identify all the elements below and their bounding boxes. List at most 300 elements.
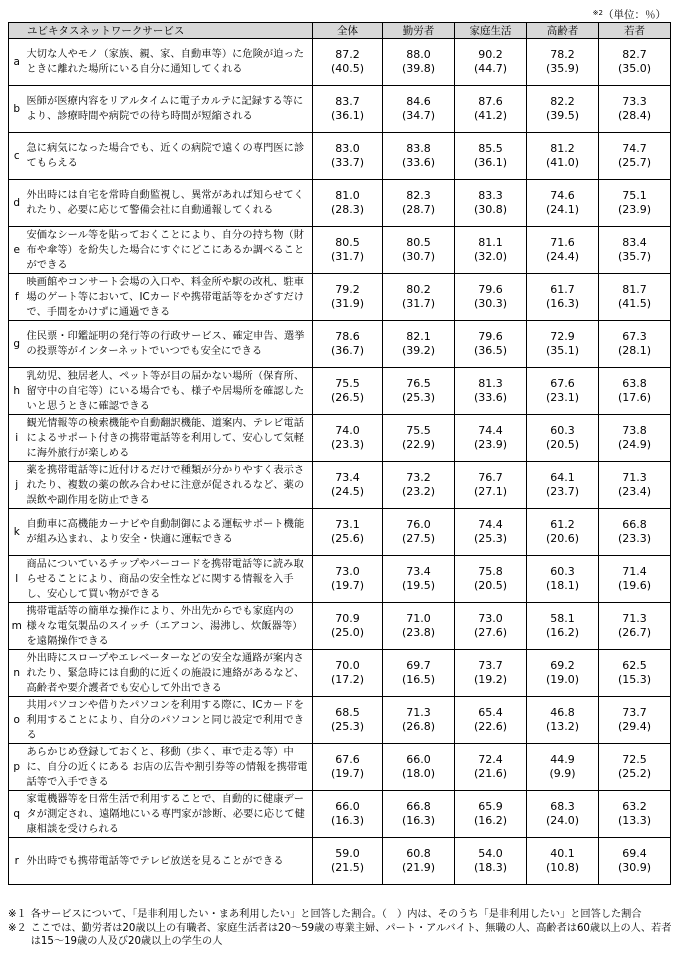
strong-percent-value: (39.5) — [545, 109, 580, 122]
strong-percent-value: (24.1) — [545, 203, 580, 216]
strong-percent-value: (25.3) — [401, 391, 436, 404]
value-cell-home — [455, 227, 527, 274]
row-letter: c — [9, 133, 25, 180]
percent-value: 68.5 — [335, 706, 360, 719]
strong-percent-value: (24.9) — [617, 438, 652, 451]
table-row — [9, 86, 671, 133]
percent-value: 82.3 — [406, 189, 431, 202]
header-elderly: 高齢者 — [527, 23, 599, 39]
strong-percent-value: (19.7) — [330, 767, 365, 780]
table-row — [9, 603, 671, 650]
strong-percent-value: (26.8) — [401, 720, 436, 733]
strong-percent-value: (33.7) — [330, 156, 365, 169]
row-letter: h — [9, 368, 25, 415]
table-row — [9, 509, 671, 556]
strong-percent-value: (32.0) — [473, 250, 508, 263]
value-cell-home — [455, 697, 527, 744]
percent-value: 73.3 — [622, 95, 647, 108]
percent-value: 80.5 — [406, 236, 431, 249]
value-cell-worker — [383, 321, 455, 368]
row-letter: m — [9, 603, 25, 650]
strong-percent-value: (30.9) — [617, 861, 652, 874]
percent-value: 82.1 — [406, 330, 431, 343]
strong-percent-value: (27.6) — [473, 626, 508, 639]
percent-value: 69.7 — [406, 659, 431, 672]
table-row — [9, 838, 671, 885]
strong-percent-value: (35.0) — [617, 62, 652, 75]
strong-percent-value: (25.7) — [617, 156, 652, 169]
service-description: 自動車に高機能カーナビや自動制御による運転サポート機能が組み込まれ、より安全・快適に運転できる — [25, 509, 313, 556]
value-cell-all — [313, 556, 383, 603]
percent-value: 73.1 — [335, 518, 360, 531]
strong-percent-value: (39.8) — [401, 62, 436, 75]
value-cell-elderly — [527, 744, 599, 791]
value-cell-home — [455, 603, 527, 650]
percent-value: 60.3 — [550, 424, 575, 437]
percent-value: 69.4 — [622, 847, 647, 860]
strong-percent-value: (18.0) — [401, 767, 436, 780]
value-cell-elderly — [527, 321, 599, 368]
table-row — [9, 650, 671, 697]
value-cell-all — [313, 321, 383, 368]
table-row — [9, 556, 671, 603]
percent-value: 67.6 — [550, 377, 575, 390]
value-cell-home — [455, 650, 527, 697]
value-cell-worker — [383, 86, 455, 133]
value-cell-elderly — [527, 650, 599, 697]
strong-percent-value: (18.3) — [473, 861, 508, 874]
value-cell-worker — [383, 39, 455, 86]
percent-value: 73.4 — [335, 471, 360, 484]
strong-percent-value: (24.5) — [330, 485, 365, 498]
percent-value: 73.8 — [622, 424, 647, 437]
strong-percent-value: (40.5) — [330, 62, 365, 75]
strong-percent-value: (35.9) — [545, 62, 580, 75]
value-cell-elderly — [527, 791, 599, 838]
strong-percent-value: (44.7) — [473, 62, 508, 75]
percent-value: 73.0 — [478, 612, 503, 625]
service-description: 医師が医療内容をリアルタイムに電子カルテに記録する等により、診療時間や病院での待ち時間が短縮される — [25, 86, 313, 133]
table-row — [9, 791, 671, 838]
percent-value: 73.4 — [406, 565, 431, 578]
row-letter: e — [9, 227, 25, 274]
value-cell-young — [599, 556, 671, 603]
strong-percent-value: (28.7) — [401, 203, 436, 216]
strong-percent-value: (25.6) — [330, 532, 365, 545]
table-row — [9, 415, 671, 462]
strong-percent-value: (19.0) — [545, 673, 580, 686]
header-row — [9, 23, 671, 39]
strong-percent-value: (36.5) — [473, 344, 508, 357]
row-letter: a — [9, 39, 25, 86]
value-cell-elderly — [527, 415, 599, 462]
footnote-2 — [8, 922, 672, 949]
unit-note-mark: ※2 — [592, 9, 603, 17]
value-cell-young — [599, 39, 671, 86]
value-cell-worker — [383, 415, 455, 462]
strong-percent-value: (23.4) — [617, 485, 652, 498]
value-cell-elderly — [527, 180, 599, 227]
percent-value: 70.0 — [335, 659, 360, 672]
value-cell-home — [455, 321, 527, 368]
header-young: 若者 — [599, 23, 671, 39]
percent-value: 54.0 — [478, 847, 503, 860]
service-description: 家電機器等を日常生活で利用することで、自動的に健康データが測定され、遠隔地にいる専門家が診断、必要に応じて健康相談を受けられる — [25, 791, 313, 838]
service-description: 共用パソコンや借りたパソコンを利用する際に、ICカードを利用することにより、自分のパソコンと同じ設定で利用できる — [25, 697, 313, 744]
strong-percent-value: (23.3) — [330, 438, 365, 451]
value-cell-young — [599, 791, 671, 838]
strong-percent-value: (16.3) — [401, 814, 436, 827]
strong-percent-value: (23.9) — [617, 203, 652, 216]
strong-percent-value: (31.7) — [330, 250, 365, 263]
value-cell-young — [599, 180, 671, 227]
value-cell-all — [313, 509, 383, 556]
strong-percent-value: (41.2) — [473, 109, 508, 122]
percent-value: 81.7 — [622, 283, 647, 296]
value-cell-young — [599, 603, 671, 650]
percent-value: 88.0 — [406, 48, 431, 61]
value-cell-elderly — [527, 86, 599, 133]
unit-note — [593, 7, 666, 22]
value-cell-elderly — [527, 39, 599, 86]
value-cell-young — [599, 509, 671, 556]
strong-percent-value: (28.4) — [617, 109, 652, 122]
percent-value: 71.4 — [622, 565, 647, 578]
percent-value: 72.5 — [622, 753, 647, 766]
value-cell-elderly — [527, 838, 599, 885]
percent-value: 67.3 — [622, 330, 647, 343]
row-letter: n — [9, 650, 25, 697]
value-cell-worker — [383, 180, 455, 227]
service-description: 外出時でも携帯電話等でテレビ放送を見ることができる — [25, 838, 313, 885]
percent-value: 74.7 — [622, 142, 647, 155]
percent-value: 83.7 — [335, 95, 360, 108]
value-cell-young — [599, 462, 671, 509]
value-cell-elderly — [527, 133, 599, 180]
value-cell-home — [455, 415, 527, 462]
row-letter: o — [9, 697, 25, 744]
service-description: 外出時には自宅を常時自動監視し、異常があれば知らせてくれたり、必要に応じて警備会社に自動通報してくれる — [25, 180, 313, 227]
percent-value: 71.6 — [550, 236, 575, 249]
table-body — [9, 39, 671, 885]
value-cell-elderly — [527, 509, 599, 556]
header-home: 家庭生活 — [455, 23, 527, 39]
percent-value: 75.1 — [622, 189, 647, 202]
strong-percent-value: (41.5) — [617, 297, 652, 310]
table-row — [9, 133, 671, 180]
value-cell-home — [455, 556, 527, 603]
value-cell-worker — [383, 650, 455, 697]
strong-percent-value: (18.1) — [545, 579, 580, 592]
percent-value: 69.2 — [550, 659, 575, 672]
percent-value: 60.8 — [406, 847, 431, 860]
strong-percent-value: (23.3) — [617, 532, 652, 545]
strong-percent-value: (19.2) — [473, 673, 508, 686]
row-letter: b — [9, 86, 25, 133]
strong-percent-value: (21.5) — [330, 861, 365, 874]
percent-value: 72.4 — [478, 753, 503, 766]
value-cell-young — [599, 321, 671, 368]
percent-value: 78.6 — [335, 330, 360, 343]
strong-percent-value: (22.6) — [473, 720, 508, 733]
percent-value: 62.5 — [622, 659, 647, 672]
percent-value: 44.9 — [550, 753, 575, 766]
strong-percent-value: (23.8) — [401, 626, 436, 639]
value-cell-young — [599, 744, 671, 791]
value-cell-home — [455, 39, 527, 86]
value-cell-elderly — [527, 274, 599, 321]
strong-percent-value: (17.6) — [617, 391, 652, 404]
value-cell-elderly — [527, 603, 599, 650]
strong-percent-value: (31.7) — [401, 297, 436, 310]
strong-percent-value: (34.7) — [401, 109, 436, 122]
percent-value: 46.8 — [550, 706, 575, 719]
value-cell-worker — [383, 368, 455, 415]
strong-percent-value: (24.4) — [545, 250, 580, 263]
footnotes — [8, 908, 672, 949]
header-service: ユビキタスネットワークサービス — [9, 23, 313, 39]
percent-value: 80.5 — [335, 236, 360, 249]
percent-value: 75.5 — [335, 377, 360, 390]
strong-percent-value: (25.3) — [473, 532, 508, 545]
value-cell-worker — [383, 603, 455, 650]
percent-value: 82.2 — [550, 95, 575, 108]
percent-value: 40.1 — [550, 847, 575, 860]
strong-percent-value: (30.8) — [473, 203, 508, 216]
service-description: 商品についているチップやバーコードを携帯電話等に読み取らせることにより、商品の安全性などに関する情報を入手し、安心して買い物ができる — [25, 556, 313, 603]
percent-value: 59.0 — [335, 847, 360, 860]
value-cell-young — [599, 86, 671, 133]
value-cell-home — [455, 368, 527, 415]
percent-value: 73.7 — [478, 659, 503, 672]
strong-percent-value: (19.7) — [330, 579, 365, 592]
strong-percent-value: (33.6) — [401, 156, 436, 169]
percent-value: 76.5 — [406, 377, 431, 390]
header-all: 全体 — [313, 23, 383, 39]
strong-percent-value: (28.1) — [617, 344, 652, 357]
value-cell-young — [599, 415, 671, 462]
row-letter: q — [9, 791, 25, 838]
percent-value: 82.7 — [622, 48, 647, 61]
strong-percent-value: (23.7) — [545, 485, 580, 498]
percent-value: 66.8 — [622, 518, 647, 531]
percent-value: 73.0 — [335, 565, 360, 578]
value-cell-home — [455, 180, 527, 227]
service-description: 安価なシール等を貼っておくことにより、自分の持ち物（財布や傘等）を紛失した場合にすぐにどこにあるか調べることができる — [25, 227, 313, 274]
percent-value: 58.1 — [550, 612, 575, 625]
value-cell-worker — [383, 838, 455, 885]
strong-percent-value: (23.1) — [545, 391, 580, 404]
percent-value: 73.2 — [406, 471, 431, 484]
strong-percent-value: (41.0) — [545, 156, 580, 169]
percent-value: 85.5 — [478, 142, 503, 155]
service-description: 薬を携帯電話等に近付けるだけで種類が分かりやすく表示されたり、複数の薬の飲み合わせに注意が促されるなど、薬の誤飲や副作用を防止できる — [25, 462, 313, 509]
percent-value: 66.0 — [406, 753, 431, 766]
value-cell-worker — [383, 697, 455, 744]
percent-value: 66.0 — [335, 800, 360, 813]
value-cell-young — [599, 368, 671, 415]
percent-value: 76.0 — [406, 518, 431, 531]
strong-percent-value: (22.9) — [401, 438, 436, 451]
strong-percent-value: (23.2) — [401, 485, 436, 498]
percent-value: 84.6 — [406, 95, 431, 108]
value-cell-all — [313, 368, 383, 415]
service-description: 外出時にスロープやエレベーターなどの安全な通路が案内されたり、緊急時には自動的に近くの施設に連絡があるなど、高齢者や要介護者でも安心して外出できる — [25, 650, 313, 697]
strong-percent-value: (24.0) — [545, 814, 580, 827]
strong-percent-value: (10.8) — [545, 861, 580, 874]
percent-value: 71.3 — [406, 706, 431, 719]
value-cell-worker — [383, 274, 455, 321]
service-description: 住民票・印鑑証明の発行等の行政サービス、確定申告、選挙の投票等がインターネットでいつでも安全にできる — [25, 321, 313, 368]
value-cell-elderly — [527, 368, 599, 415]
table-row — [9, 744, 671, 791]
table-row — [9, 227, 671, 274]
value-cell-all — [313, 791, 383, 838]
strong-percent-value: (26.5) — [330, 391, 365, 404]
footnote-1-mark: ※１ — [8, 909, 27, 920]
service-description: 乳幼児、独居老人、ペット等が目の届かない場所（保育所、留守中の自宅等）にいる場合でも、様子や居場所を確認したいと思うときに確認できる — [25, 368, 313, 415]
percent-value: 61.7 — [550, 283, 575, 296]
value-cell-worker — [383, 227, 455, 274]
percent-value: 73.7 — [622, 706, 647, 719]
percent-value: 61.2 — [550, 518, 575, 531]
value-cell-worker — [383, 556, 455, 603]
strong-percent-value: (16.3) — [545, 297, 580, 310]
value-cell-young — [599, 838, 671, 885]
strong-percent-value: (36.7) — [330, 344, 365, 357]
strong-percent-value: (20.5) — [545, 438, 580, 451]
percent-value: 83.4 — [622, 236, 647, 249]
value-cell-young — [599, 697, 671, 744]
percent-value: 66.8 — [406, 800, 431, 813]
strong-percent-value: (21.9) — [401, 861, 436, 874]
value-cell-home — [455, 838, 527, 885]
table-row — [9, 321, 671, 368]
percent-value: 64.1 — [550, 471, 575, 484]
value-cell-all — [313, 462, 383, 509]
survey-table — [8, 22, 671, 885]
value-cell-all — [313, 603, 383, 650]
strong-percent-value: (19.6) — [617, 579, 652, 592]
value-cell-all — [313, 39, 383, 86]
strong-percent-value: (17.2) — [330, 673, 365, 686]
value-cell-young — [599, 650, 671, 697]
value-cell-worker — [383, 791, 455, 838]
strong-percent-value: (33.6) — [473, 391, 508, 404]
value-cell-young — [599, 274, 671, 321]
percent-value: 79.6 — [478, 283, 503, 296]
percent-value: 68.3 — [550, 800, 575, 813]
unit-note-label: （単位：％） — [603, 9, 666, 21]
value-cell-home — [455, 462, 527, 509]
value-cell-all — [313, 744, 383, 791]
row-letter: r — [9, 838, 25, 885]
strong-percent-value: (27.1) — [473, 485, 508, 498]
value-cell-worker — [383, 133, 455, 180]
strong-percent-value: (28.3) — [330, 203, 365, 216]
value-cell-worker — [383, 509, 455, 556]
percent-value: 74.6 — [550, 189, 575, 202]
strong-percent-value: (23.9) — [473, 438, 508, 451]
strong-percent-value: (16.2) — [473, 814, 508, 827]
strong-percent-value: (25.2) — [617, 767, 652, 780]
strong-percent-value: (16.3) — [330, 814, 365, 827]
service-description: あらかじめ登録しておくと、移動（歩く、車で走る等）中に、自分の近くにある お店の広告や割引券等の情報を携帯電話等で入手できる — [25, 744, 313, 791]
strong-percent-value: (20.6) — [545, 532, 580, 545]
table-row — [9, 368, 671, 415]
strong-percent-value: (13.3) — [617, 814, 652, 827]
footnote-1 — [8, 908, 672, 922]
percent-value: 90.2 — [478, 48, 503, 61]
percent-value: 71.3 — [622, 612, 647, 625]
value-cell-worker — [383, 744, 455, 791]
strong-percent-value: (16.5) — [401, 673, 436, 686]
strong-percent-value: (16.2) — [545, 626, 580, 639]
table-row — [9, 39, 671, 86]
value-cell-home — [455, 791, 527, 838]
strong-percent-value: (35.1) — [545, 344, 580, 357]
percent-value: 79.2 — [335, 283, 360, 296]
value-cell-all — [313, 650, 383, 697]
percent-value: 81.1 — [478, 236, 503, 249]
row-letter: d — [9, 180, 25, 227]
strong-percent-value: (20.5) — [473, 579, 508, 592]
percent-value: 63.2 — [622, 800, 647, 813]
strong-percent-value: (26.7) — [617, 626, 652, 639]
table-row — [9, 697, 671, 744]
value-cell-elderly — [527, 462, 599, 509]
row-letter: f — [9, 274, 25, 321]
percent-value: 78.2 — [550, 48, 575, 61]
percent-value: 83.8 — [406, 142, 431, 155]
value-cell-all — [313, 415, 383, 462]
strong-percent-value: (36.1) — [473, 156, 508, 169]
percent-value: 63.8 — [622, 377, 647, 390]
percent-value: 83.0 — [335, 142, 360, 155]
percent-value: 87.6 — [478, 95, 503, 108]
percent-value: 79.6 — [478, 330, 503, 343]
percent-value: 67.6 — [335, 753, 360, 766]
service-description: 大切な人やモノ（家族、親、家、自動車等）に危険が迫ったときに離れた場所にいる自分に通知してくれる — [25, 39, 313, 86]
percent-value: 75.8 — [478, 565, 503, 578]
row-letter: k — [9, 509, 25, 556]
table-row — [9, 462, 671, 509]
row-letter: i — [9, 415, 25, 462]
value-cell-all — [313, 133, 383, 180]
row-letter: p — [9, 744, 25, 791]
value-cell-young — [599, 133, 671, 180]
strong-percent-value: (36.1) — [330, 109, 365, 122]
row-letter: g — [9, 321, 25, 368]
percent-value: 65.4 — [478, 706, 503, 719]
percent-value: 74.4 — [478, 424, 503, 437]
footnote-2-text: ここでは、勤労者は20歳以上の有職者、家庭生活者は20～59歳の専業主婦、パート・アルバイト、無職の人、高齢者は60歳以上の人、若者は15～19歳の人及び20歳以上の学生の人 — [30, 922, 672, 947]
footnote-1-text: 各サービスについて、「是非利用したい・まあ利用したい」と回答した割合。（ ）内は、そのうち「是非利用したい」と回答した割合 — [30, 909, 642, 920]
percent-value: 87.2 — [335, 48, 360, 61]
value-cell-home — [455, 274, 527, 321]
value-cell-worker — [383, 462, 455, 509]
row-letter: l — [9, 556, 25, 603]
service-description: 携帯電話等の簡単な操作により、外出先からでも家庭内の様々な電気製品のスイッチ（エアコン、湯沸し、炊飯器等）を遠隔操作できる — [25, 603, 313, 650]
percent-value: 74.0 — [335, 424, 360, 437]
percent-value: 71.3 — [622, 471, 647, 484]
value-cell-home — [455, 86, 527, 133]
footnote-2-mark: ※２ — [8, 922, 27, 934]
strong-percent-value: (15.3) — [617, 673, 652, 686]
value-cell-young — [599, 227, 671, 274]
value-cell-all — [313, 838, 383, 885]
percent-value: 70.9 — [335, 612, 360, 625]
